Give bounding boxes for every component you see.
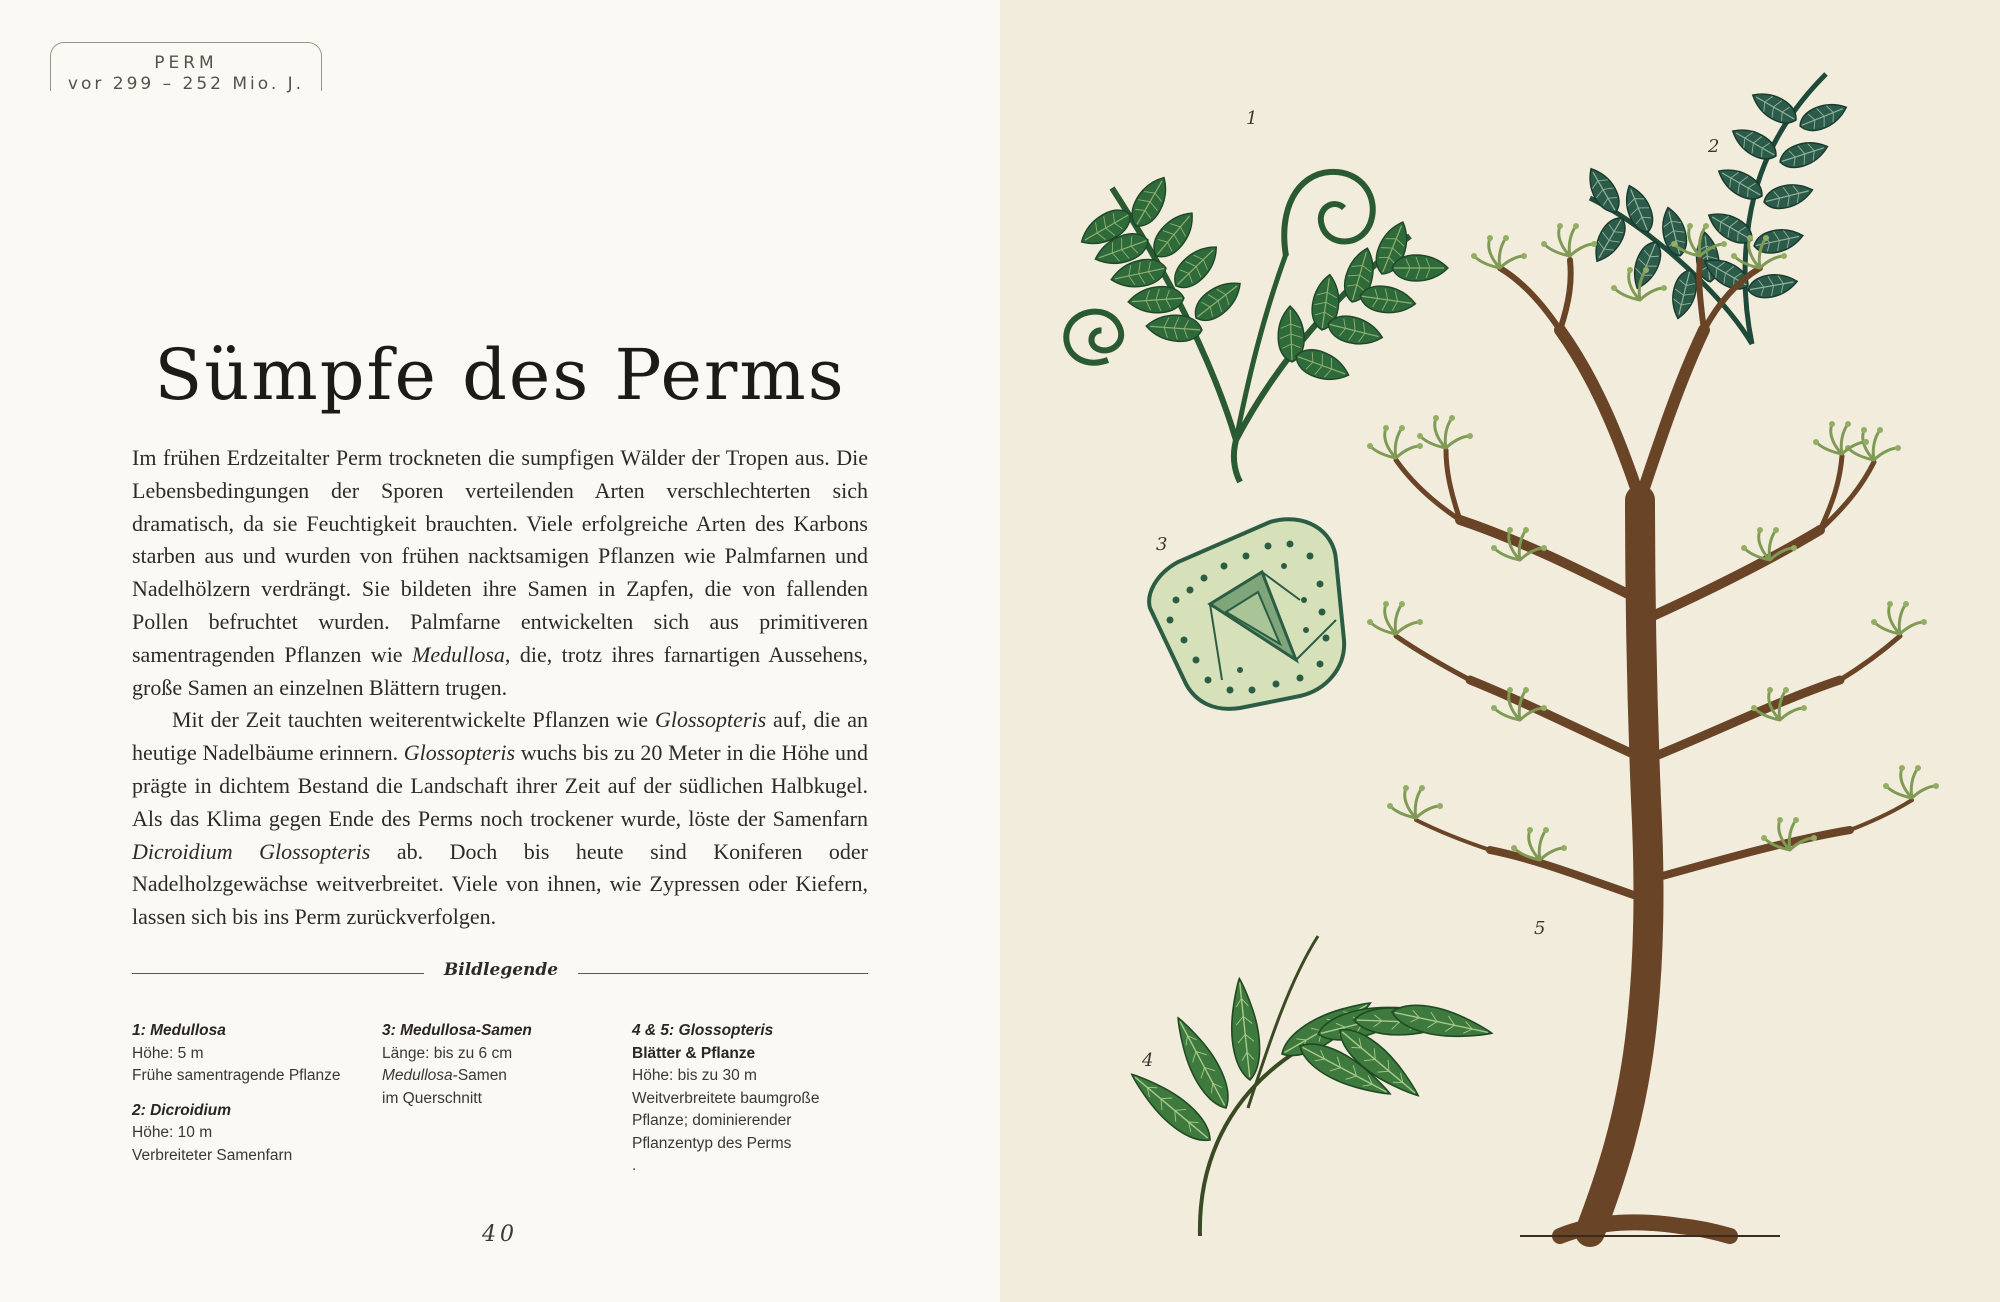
p1-term-medullosa: Medullosa — [412, 641, 505, 667]
legend-entry-name: 1: Medullosa — [132, 1022, 226, 1039]
legend-entry-medullosa-samen — [382, 1020, 622, 1110]
legend-entry-line: im Querschnitt — [382, 1089, 482, 1107]
plate-label-1: 1 — [1246, 108, 1258, 129]
legend-entry-name: 4 & 5: Glossopteris — [632, 1022, 774, 1039]
legend-entry-line: Höhe: 5 m — [132, 1044, 204, 1062]
legend-entry-text: -Samen — [452, 1067, 507, 1084]
legend-entry-line: Höhe: bis zu 30 m — [632, 1067, 757, 1084]
legend-title: Bildlegende — [443, 960, 559, 980]
legend-rule-right — [578, 973, 868, 974]
legend-column-3 — [632, 1020, 882, 1190]
plate-label-2: 2 — [1708, 136, 1720, 157]
period-name: PERM — [154, 53, 218, 73]
legend-entry-line: Höhe: 10 m — [132, 1124, 213, 1141]
legend-entry-name: 2: Dicroidium — [132, 1101, 232, 1119]
period-tab — [50, 42, 322, 94]
p1-text: Im frühen Erdzeitalter Perm trockneten die sumpfigen Wälder der Tropen aus. Die Lebensbedingungen der Sporen verteilenden Arten verschlechterten sich dramatisch, da sie Feuchtigkeit brauchten. Viele erfolgreiche Arten des Karbons starben aus und wurden von frühen nacktsamigen Pflanzen wie Palmfarnen und Nadelhölzern verdrängt. Sie bildeten ihre Samen in Zapfen, die von fallenden Pollen befruchtet wurden. Palmfarne entwickelten sich aus primitiveren samentragenden Pflanzen wie — [132, 445, 868, 667]
p2-term-glossopteris: Glossopteris — [403, 740, 516, 766]
legend-column-2 — [382, 1020, 622, 1122]
body-text — [132, 442, 868, 934]
p2-text-end: ab. Doch bis heute sind Koniferen oder Nadelholzgewächse weitverbreitet. Viele von ihnen, wie Zypressen oder Kiefern, lassen sich bis ins Perm zurückverfolgen. — [132, 838, 868, 930]
page-number: 40 — [482, 1222, 518, 1247]
p1-text-end: , die, trotz ihres farnartigen Aussehens, große Samen an einzelnen Blättern trugen. — [132, 641, 868, 700]
plate-label-3: 3 — [1156, 534, 1168, 555]
legend-entry-glossopteris — [632, 1020, 882, 1178]
illustration-plate — [1000, 0, 2000, 1302]
page-title: Sümpfe des Perms — [154, 334, 846, 416]
legend-header — [132, 958, 868, 988]
p2-term-glossopteris: Glossopteris — [654, 707, 767, 733]
legend-entry-dicroidium — [132, 1100, 372, 1168]
plate-illustration — [1000, 0, 2000, 1302]
legend-entry-line: Pflanzentyp des Perms — [632, 1134, 792, 1152]
legend-entry-line: Frühe samentragende Pflanze — [132, 1067, 341, 1084]
p2-text: Mit der Zeit tauchten weiterentwickelte Pflanzen wie — [172, 707, 655, 733]
legend-entry-line: Pflanze; dominierender — [632, 1112, 792, 1129]
plate-label-5: 5 — [1534, 918, 1546, 939]
legend-entry-line: . — [632, 1157, 637, 1174]
p2-text: auf, die an heutige Nadelbäume erinnern. — [132, 707, 868, 766]
legend-term-medullosa: Medullosa — [382, 1067, 453, 1084]
paragraph-1 — [132, 442, 868, 704]
legend-entry-line: Weitverbreitete baumgroße — [632, 1089, 820, 1107]
legend-entry-subtitle: Blätter & Pflanze — [632, 1044, 756, 1062]
legend-column-1 — [132, 1020, 372, 1179]
period-range: vor 299 – 252 Mio. J. — [67, 74, 305, 94]
paragraph-2 — [132, 704, 868, 934]
p2-term-dicroidium: Dicroidium Glossopteris — [132, 838, 371, 864]
legend-entry-line — [382, 1065, 622, 1088]
legend-entry-medullosa — [132, 1020, 372, 1088]
legend-entry-line: Verbreiteter Samenfarn — [132, 1146, 293, 1164]
legend-entry-line: Länge: bis zu 6 cm — [382, 1044, 513, 1062]
plate-label-4: 4 — [1142, 1050, 1154, 1071]
legend-entry-name: 3: Medullosa-Samen — [382, 1022, 532, 1039]
p2-text: wuchs bis zu 20 Meter in die Höhe und prägte in dichtem Bestand die Landschaft ihrer Zeit auf der südlichen Halbkugel. Als das Klima gegen Ende des Perms noch trockener wurde, löste der Samenfarn — [132, 740, 869, 831]
legend-rule-left — [132, 973, 424, 974]
